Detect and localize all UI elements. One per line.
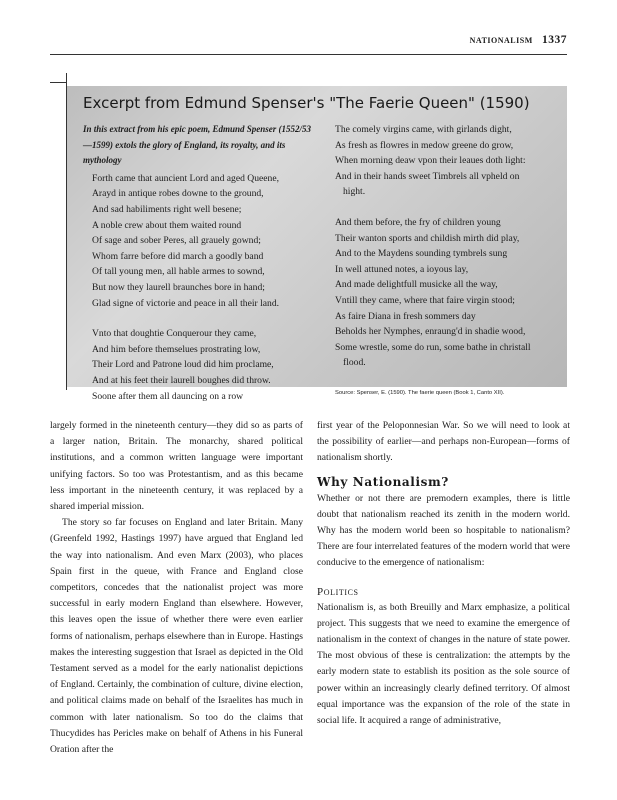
poem-line: Vntill they came, where that faire virgin stood; (335, 294, 515, 306)
excerpt-title: Excerpt from Edmund Spenser's "The Faerie Queen" (1590) (83, 94, 530, 112)
poem-stanza (335, 122, 567, 200)
body-paragraph: The story so far focuses on England and later Britain. Many (Greenfeld 1992, Hastings 1997) have argued that England led the way into nationalism. And even Marx (2003), who places Spain first in the queue, with France and England close competitors, concedes that the nationalist project was more successful in early modern England than elsewhere. However, this leaves open the issue of whether there were even earlier forms of nationalism, perhaps elsewhere than in Europe. Hastings makes the interesting suggestion that Israel as depicted in the Old Testament served as a model for the early nationalist depictions of England. Certainly, the combination of culture, divine election, and political claims made on behalf of the Israelites has much in common with later nationalism. So too do the claims that Thucydides has Pericles make on behalf of Athens in his Funeral Oration after the (50, 517, 303, 756)
poem-line: As fresh as flowres in medow greene do grow, (335, 139, 514, 151)
body-column-left (50, 418, 303, 758)
poem-line: hight. (343, 186, 366, 198)
body-column-right (317, 418, 570, 729)
poem-line: And at his feet their laurell boughes did throw. (92, 374, 271, 386)
poem-stanza (83, 171, 319, 311)
subsection-heading: Politics (317, 585, 359, 598)
poem-line: Glad signe of victorie and peace in all their land. (92, 297, 280, 309)
poem-line: Of sage and sober Peres, all grauely gownd; (92, 235, 261, 247)
poem-stanza (83, 326, 319, 404)
poem-line: Some wrestle, some do run, some bathe in christall (335, 341, 531, 353)
poem-line: flood. (343, 357, 366, 369)
poem-line: And them before, the fry of children young (335, 216, 501, 228)
poem-line: Arayd in antique robes downe to the ground, (92, 188, 264, 200)
excerpt-corner-rule (50, 82, 67, 83)
body-paragraph: first year of the Peloponnesian War. So we will need to look at the possibility of earlier—and perhaps non-European—forms of nationalism shortly. (317, 420, 570, 464)
poem-line: The comely virgins came, with girlands dight, (335, 124, 512, 135)
excerpt-right-column (335, 122, 567, 402)
poem-line: Beholds her Nymphes, enraung'd in shadie wood, (335, 326, 526, 338)
poem-line: Vnto that doughtie Conquerour they came, (92, 328, 257, 340)
poem-line: In well attuned notes, a ioyous lay, (335, 263, 469, 275)
poem-line: And to the Maydens sounding tymbrels sung (335, 248, 508, 260)
excerpt-sidebar (67, 86, 567, 402)
page-number: 1337 (542, 34, 567, 46)
excerpt-intro: In this extract from his epic poem, Edmund Spenser (1552/53—1599) extols the glory of England, its royalty, and its mythology (83, 124, 312, 166)
poem-line: Forth came that auncient Lord and aged Queene, (92, 172, 280, 184)
section-heading: Why Nationalism? (317, 474, 449, 489)
excerpt-left-column (83, 122, 319, 419)
poem-line: As faire Diana in fresh sommers day (335, 310, 476, 322)
poem-line: Their Lord and Patrone loud did him proclame, (92, 359, 274, 371)
poem-line: And made delightfull musicke all the way, (335, 279, 498, 291)
poem-line: And in their hands sweet Timbrels all vpheld on (335, 170, 520, 182)
poem-line: When morning deaw vpon their leaues doth light: (335, 155, 526, 167)
header-rule (50, 54, 567, 55)
poem-line: Soone after them all dauncing on a row (92, 390, 244, 402)
running-head-title: nationalism (469, 34, 533, 46)
body-paragraph: Whether or not there are premodern examples, there is little doubt that nationalism reached its zenith in the modern world. Why has the modern world been so hospitable to nationalism? There are four interrelated features of the modern world that were conducive to the emergence of nationalism: (317, 492, 570, 569)
poem-line: And sad habiliments right well besene; (92, 203, 242, 215)
poem-line: A noble crew about them waited round (92, 219, 242, 231)
poem-stanza (335, 215, 567, 371)
poem-line: And him before themselues prostrating low, (92, 343, 261, 355)
body-paragraph: largely formed in the nineteenth century—they did so as parts of a larger nation, Britain. The monarchy, shared political institutions, and a common written language were important unifying factors. So too was Protestantism, and as this became less important in the nineteenth century, it was replaced by a shared imperial mission. (50, 420, 303, 513)
poem-line: But now they laurell braunches bore in hand; (92, 281, 265, 293)
body-paragraph: Nationalism is, as both Breuilly and Marx emphasize, a political project. This suggests that we need to examine the emergence of nationalism in the context of changes in the nature of state power. The most obvious of these is centralization: the attempts by the early modern state to establish its position as the sole source of power within an increasingly clearly defined territory. Of almost equal importance was the expansion of the role of the state in social life. It acquired a range of administrative, (317, 601, 570, 727)
excerpt-source: Source: Spenser, E. (1590). The faerie queen (Book 1, Canto XII). (335, 389, 505, 396)
poem-line: Whom farre before did march a goodly band (92, 250, 264, 262)
running-head (470, 34, 567, 46)
poem-line: Of tall young men, all hable armes to sownd, (92, 266, 265, 278)
poem-line: Their wanton sports and childish mirth did play, (335, 232, 520, 244)
